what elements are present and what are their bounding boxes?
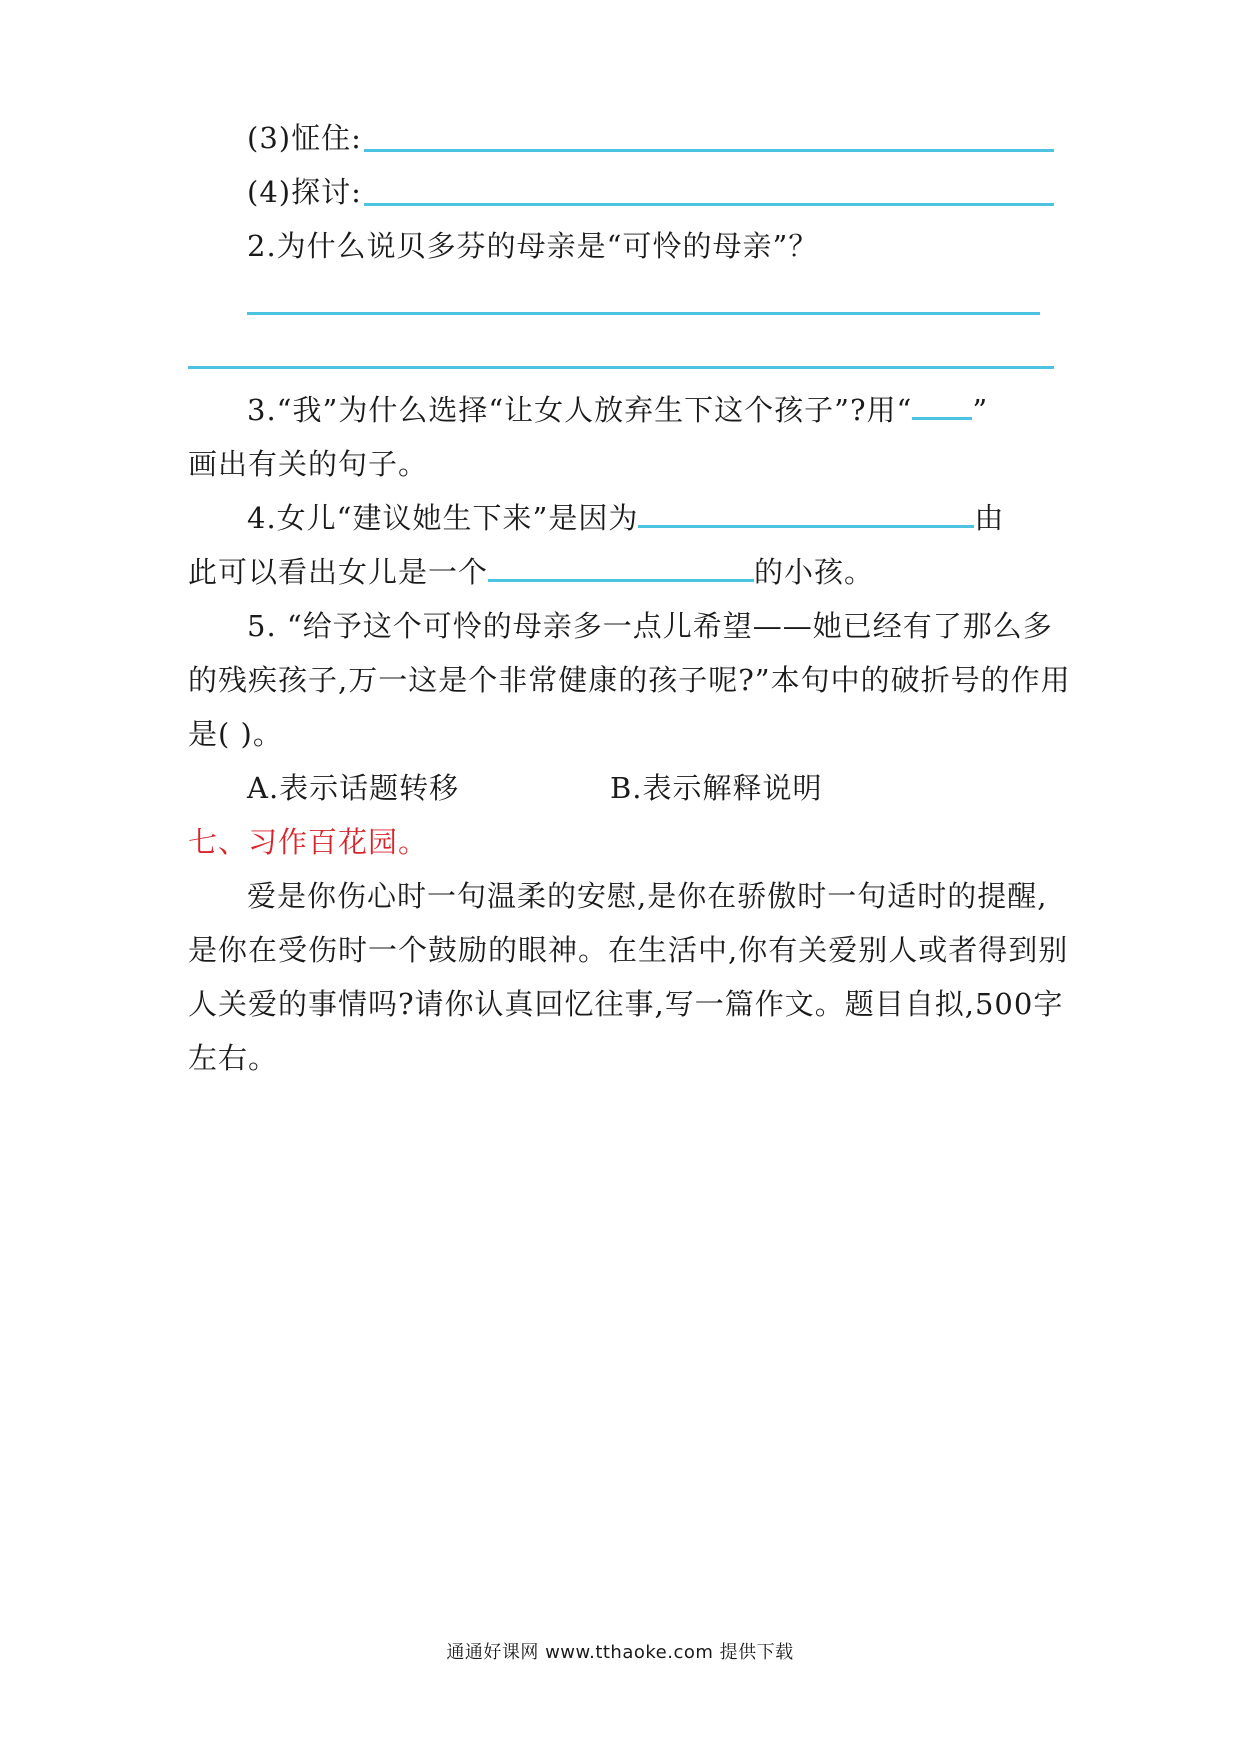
q5-line-1: 5. “给予这个可怜的母亲多一点儿希望——她已经有了那么多 <box>247 609 1053 643</box>
q1-item3-label: (3)怔住: <box>247 121 362 155</box>
q4-blank-trait[interactable] <box>488 553 754 582</box>
q1-item3 <box>247 118 362 158</box>
q5-line-2: 的残疾孩子,万一这是个非常健康的孩子呢?”本句中的破折号的作用 <box>188 663 1071 697</box>
q3-line-1 <box>247 390 988 430</box>
section-7-line-1: 爱是你伤心时一句温柔的安慰,是你在骄傲时一句适时的提醒, <box>247 879 1048 913</box>
section-7-heading: 七、习作百花园。 <box>188 825 429 859</box>
q3-underline-sample <box>912 391 972 420</box>
footer-credit: 通通好课网 www.tthaoke.com 提供下载 <box>446 1642 794 1663</box>
q4-line-1 <box>247 498 1004 538</box>
q3-line-2: 画出有关的句子。 <box>188 447 429 481</box>
q3-text-before: 3.“我”为什么选择“让女人放弃生下这个孩子”?用“ <box>247 393 913 427</box>
q5-option-b[interactable]: B.表示解释说明 <box>610 771 823 805</box>
q1-item3-answer-line[interactable] <box>364 149 1054 152</box>
q2-answer-line-1[interactable] <box>247 312 1040 315</box>
q1-item4 <box>247 172 362 212</box>
q2-answer-line-2[interactable] <box>188 366 1054 369</box>
q5-option-a[interactable]: A.表示话题转移 <box>247 771 460 805</box>
section-7-line-4: 左右。 <box>188 1041 279 1075</box>
q1-item4-label: (4)探讨: <box>247 175 362 209</box>
q4-blank-reason[interactable] <box>638 499 974 528</box>
q4-line2-before: 此可以看出女儿是一个 <box>188 555 489 589</box>
q4-text-before: 4.女儿“建议她生下来”是因为 <box>247 501 639 535</box>
q4-text-after: 由 <box>974 501 1005 535</box>
q3-text-after: ” <box>972 393 989 427</box>
section-7-line-2: 是你在受伤时一个鼓励的眼神。在生活中,你有关爱别人或者得到别 <box>188 933 1069 967</box>
q1-item4-answer-line[interactable] <box>364 203 1054 206</box>
q2-question: 2.为什么说贝多芬的母亲是“可怜的母亲”？ <box>247 229 819 263</box>
q5-line-3: 是( )。 <box>188 717 283 751</box>
q4-line2-after: 的小孩。 <box>754 555 875 589</box>
section-7-line-3: 人关爱的事情吗?请你认真回忆往事,写一篇作文。题目自拟,500字 <box>188 987 1064 1021</box>
q4-line-2 <box>188 552 874 592</box>
